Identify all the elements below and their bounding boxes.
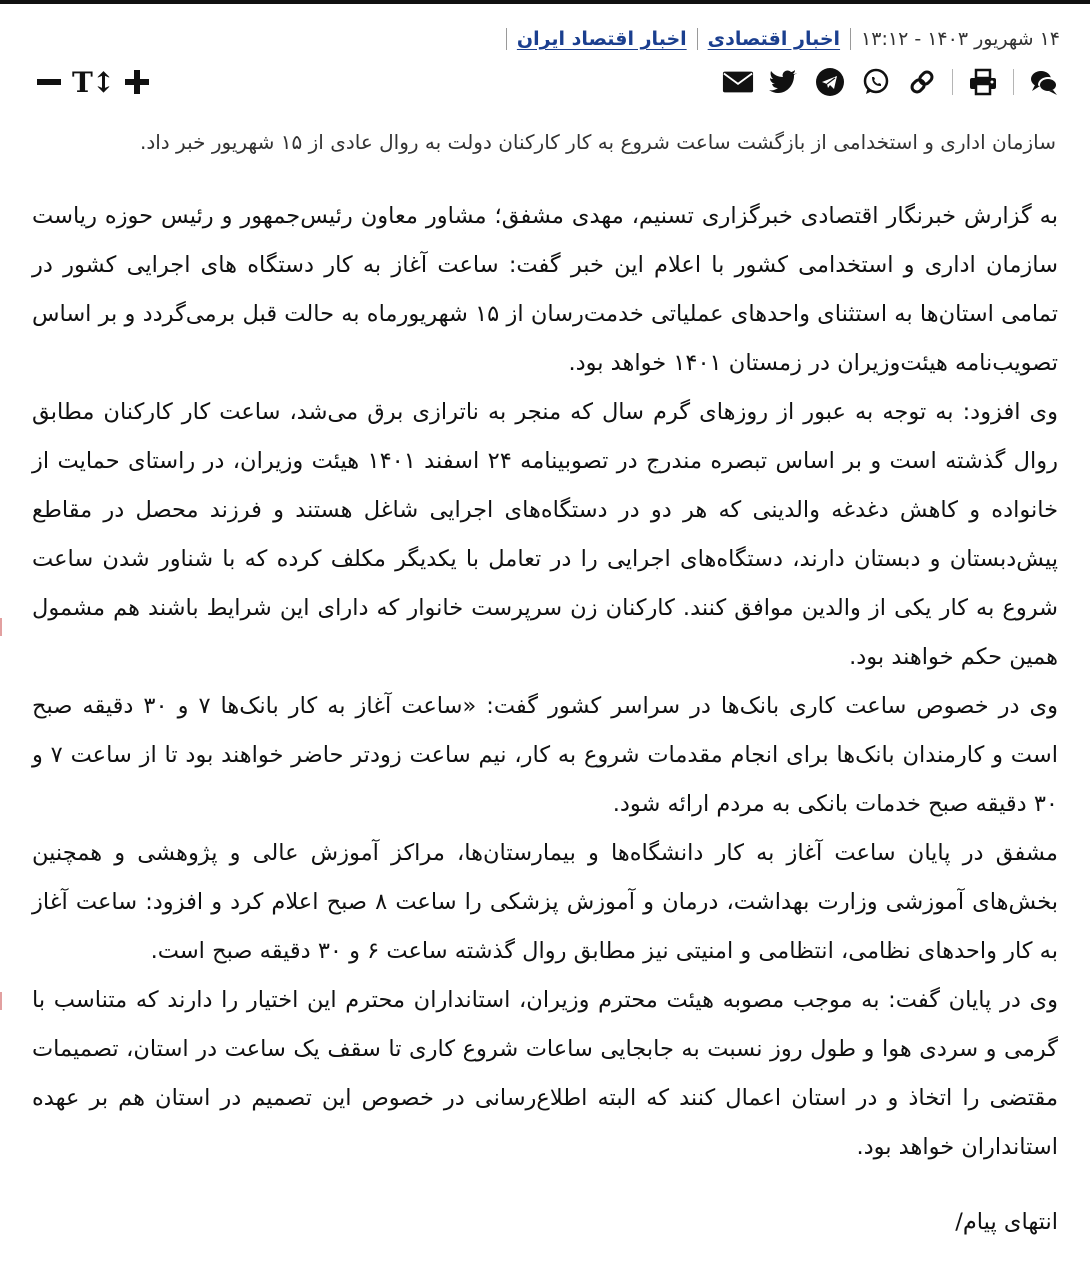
article-body: [32, 192, 1058, 1172]
meta-divider: [850, 28, 851, 50]
top-rule: [0, 0, 1090, 4]
article-paragraph-1: به گزارش خبرنگار اقتصادی خبرگزاری تسنیم، مهدی مشفق؛ مشاور معاون رئیس‌جمهور و رئیس حوزه ریاست سازمان اداری و استخدامی کشور با اعلام این خبر گفت: ساعت آغاز به کار دستگاه های اجرایی کشور در تمامی استان‌ها به استثنای واحدهای عملیاتی خدمت‌رسان از ۱۵ شهریورماه به حالت قبل برمی‌گردد و بر اساس تصویب‌نامه هیئت‌وزیران در زمستان ۱۴۰۱ خواهد بود.: [32, 203, 1058, 376]
article-paragraph-4: مشفق در پایان ساعت آغاز به کار دانشگاه‌ها و بیمارستان‌ها، مراکز آموزش عالی و پژوهشی و همچنین بخش‌های آموزشی وزارت بهداشت، درمان و آموزش پزشکی را ساعت ۸ صبح اعلام کرد و افزود: ساعت آغاز به کار واحدهای نظامی، انتظامی و امنیتی نیز مطابق روال گذشته ساعت ۶ و ۳۰ دقیقه صبح است.: [32, 840, 1058, 964]
category-link-iran-economy-news[interactable]: اخبار اقتصاد ایران: [516, 28, 687, 50]
article-lead: سازمان اداری و استخدامی از بازگشت ساعت شروع به کار کارکنان دولت به روال عادی از ۱۵ شهریور خبر داد.: [139, 130, 1056, 154]
meta-divider: [506, 28, 507, 50]
email-icon[interactable]: [722, 66, 754, 98]
edge-mark: [0, 618, 2, 636]
article-toolbar: [36, 64, 1060, 100]
whatsapp-icon[interactable]: [860, 66, 892, 98]
article-paragraph-3: وی در خصوص ساعت کاری بانک‌ها در سراسر کشور گفت: «ساعت آغاز به کار بانک‌ها ۷ و ۳۰ دقیقه صبح است و کارمندان بانک‌ها برای انجام مقدمات شروع به کار، نیم ساعت زودتر حاضر خواهند بود تا از ساعت ۷ و ۳۰ دقیقه صبح خدمات بانکی به مردم ارائه شود.: [32, 693, 1059, 817]
toolbar-divider: [952, 69, 953, 95]
meta-divider: [697, 28, 698, 50]
font-size-controls: [36, 66, 150, 98]
article-paragraph-2: وی افزود: به توجه به عبور از روزهای گرم سال که منجر به ناترازی برق می‌شد، ساعت کار کارکنان مطابق روال گذشته است و بر اساس تبصره مندرج در تصوبینامه ۲۴ اسفند ۱۴۰۱ هیئت وزیران، در راستای حمایت از خانواده و کاهش دغدغه والدینی که هر دو در دستگاه‌های اجرایی شاغل هستند و فرزند محصل در مقاطع پیش‌دبستان و دبستان دارند، دستگاه‌های اجرایی را در تعامل با یکدیگر مکلف کرده که با شناور شدن ساعت شروع به کار یکی از والدین موافق کنند. کارکنان زن سرپرست خانوار که دارای این شرایط باشند هم مشمول همین حکم خواهند بود.: [32, 399, 1059, 670]
decrease-font-icon[interactable]: [36, 66, 62, 98]
text-size-icon[interactable]: T↕: [72, 65, 115, 99]
link-icon[interactable]: [906, 66, 938, 98]
article-paragraph-5: وی در پایان گفت: به موجب مصوبه هیئت محترم وزیران، استانداران محترم این اختیار را دارند که متناسب با گرمی و سردی هوا و طول روز نسبت به جابجایی ساعات شروع کاری تا سقف یک ساعت در استان، تصمیمات مقتضی را اتخاذ و در استان اعمال کنند که البته اطلاع‌رسانی در خصوص این تصمیم در استان هم بر عهده استانداران خواهد بود.: [32, 987, 1058, 1160]
toolbar-divider: [1013, 69, 1014, 95]
article-signoff: انتهای پیام/: [955, 1209, 1058, 1235]
edge-mark: [0, 992, 2, 1010]
twitter-icon[interactable]: [768, 66, 800, 98]
comment-icon[interactable]: [1028, 66, 1060, 98]
increase-font-icon[interactable]: [124, 66, 150, 98]
article-meta: [30, 22, 1060, 56]
publish-date: ۱۴ شهریور ۱۴۰۳ - ۱۳:۱۲: [861, 28, 1060, 50]
share-toolbar: [722, 66, 1060, 98]
category-link-economic-news[interactable]: اخبار اقتصادی: [707, 28, 841, 50]
print-icon[interactable]: [967, 66, 999, 98]
telegram-icon[interactable]: [814, 66, 846, 98]
